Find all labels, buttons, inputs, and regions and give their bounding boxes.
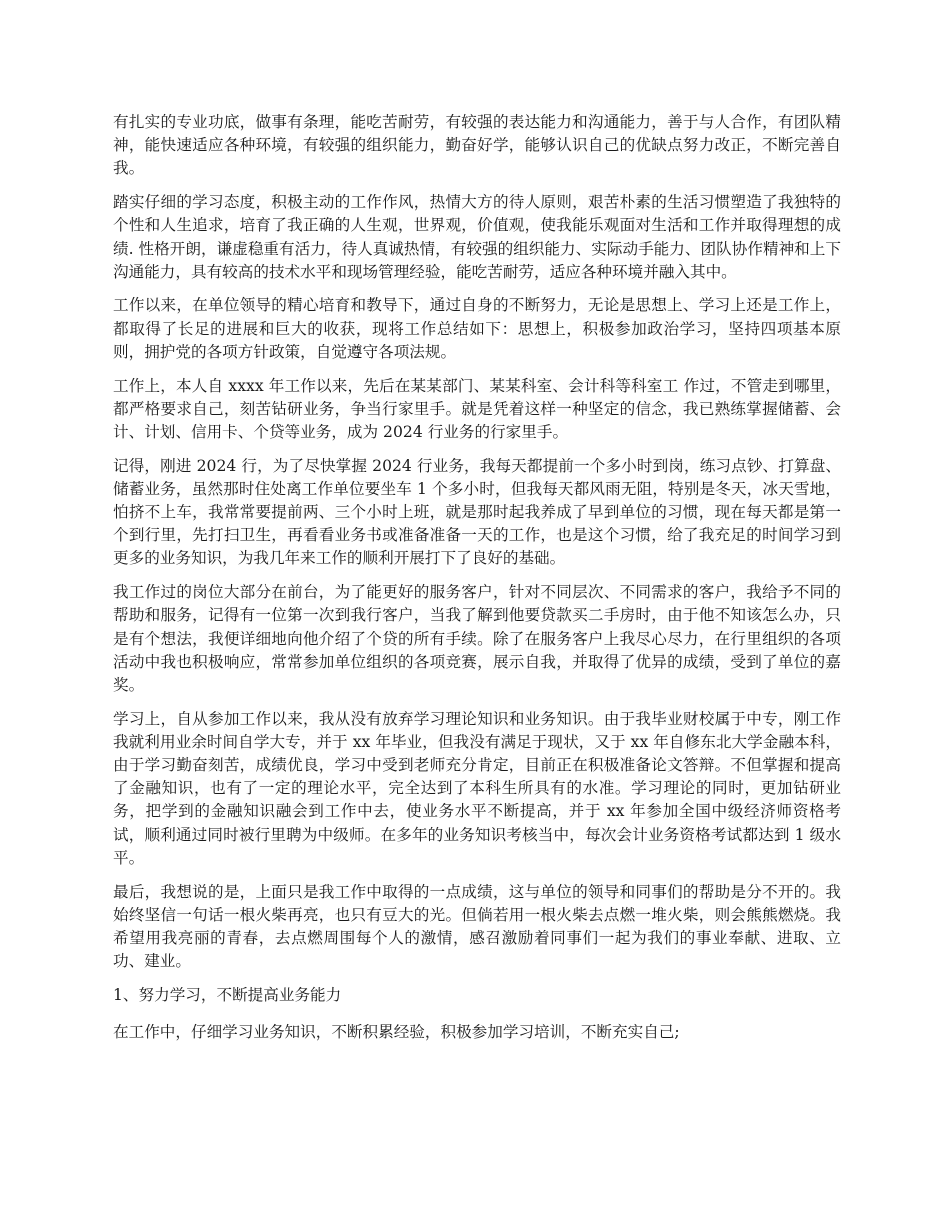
paragraph-section-body: 在工作中，仔细学习业务知识，不断积累经验，积极参加学习培训，不断充实自己;: [113, 1023, 680, 1042]
paragraph-early-days: 记得，刚进 2024 行，为了尽快掌握 2024 行业务，我每天都提前一个多小时到岗，练习点钞、打算盘、储蓄业务，虽然那时住处离工作单位要坐车 1 个多小时，但我每天都风雨无阻，特别是冬天，冰天雪地，怕挤不上车，我常常要提前两、三个小时上班，就是那时起我养成了早到单位的习惯，现在每天都是第一个到行里，先打扫卫生，再看看业务书或准备准备一天的工作，也是这个习惯，给了我充足的时间学习到更多的业务知识，为我几年来工作的顺利开展打下了良好的基础。: [113, 456, 841, 568]
paragraph-study: 学习上，自从参加工作以来，我从没有放弃学习理论知识和业务知识。由于我毕业财校属于中专，刚工作我就利用业余时间自学大专，并于 xx 年毕业，但我没有满足于现状，又于 xx 年自修东北大学金融本科，由于学习勤奋刻苦，成绩优良，学习中受到老师充分肯定，目前正在积极准备论文答辩。不但掌握和提高了金融知识，也有了一定的理论水平，完全达到了本科生所具有的水准。学习理论的同时，更加钻研业务，把学到的金融知识融会到工作中去，使业务水平不断提高，并于 xx 年参加全国中级经济师资格考试，顺利通过同时被行里聘为中级师。在多年的业务知识考核当中，每次会计业务资格考试都达到 1 级水平。: [113, 709, 841, 867]
paragraph-work-history: 工作上，本人自 xxxx 年工作以来，先后在某某部门、某某科室、会计科等科室工 作过，不管走到哪里，都严格要求自己，刻苦钻研业务，争当行家里手。就是凭着这样一种坚定的信念，我已熟练掌握储蓄、会计、计划、信用卡、个贷等业务，成为 2024 行业务的行家里手。: [113, 376, 841, 441]
paragraph-attitude: 踏实仔细的学习态度，积极主动的工作作风，热情大方的待人原则，艰苦朴素的生活习惯塑造了我独特的个性和人生追求，培育了我正确的人生观，世界观，价值观，使我能乐观面对生活和工作并取得理想的成绩. 性格开朗，谦虚稳重有活力，待人真诚热情，有较强的组织能力、实际动手能力、团队协作精神和上下沟通能力，具有较高的技术水平和现场管理经验，能吃苦耐劳，适应各种环境并融入其中。: [113, 193, 841, 281]
paragraph-skills: 有扎实的专业功底，做事有条理，能吃苦耐劳，有较强的表达能力和沟通能力，善于与人合作，有团队精神，能快速适应各种环境，有较强的组织能力，勤奋好学，能够认识自己的优缺点努力改正，不断完善自我。: [113, 113, 841, 178]
document-body: [113, 111, 841, 1055]
paragraph-work-summary: 工作以来，在单位领导的精心培育和教导下，通过自身的不断努力，无论是思想上、学习上还是工作上，都取得了长足的进展和巨大的收获，现将工作总结如下：思想上，积极参加政治学习，坚持四项基本原则，拥护党的各项方针政策，自觉遵守各项法规。: [113, 296, 841, 361]
section-heading: 1、努力学习，不断提高业务能力: [113, 985, 342, 1004]
paragraph-conclusion: 最后，我想说的是，上面只是我工作中取得的一点成绩，这与单位的领导和同事们的帮助是分不开的。我始终坚信一句话一根火柴再亮，也只有豆大的光。但倘若用一根火柴去点燃一堆火柴，则会熊熊燃烧。我希望用我亮丽的青春，去点燃周围每个人的激情，感召激励着同事们一起为我们的事业奉献、进取、立功、建业。: [113, 882, 841, 971]
paragraph-customer-service: 我工作过的岗位大部分在前台，为了能更好的服务客户，针对不同层次、不同需求的客户，我给予不同的帮助和服务，记得有一位第一次到我行客户，当我了解到他要贷款买二手房时，由于他不知该怎么办，只是有个想法，我便详细地向他介绍了个贷的所有手续。除了在服务客户上我尽心尽力，在行里组织的各项活动中我也积极响应，常常参加单位组织的各项竞赛，展示自我，并取得了优异的成绩，受到了单位的嘉奖。: [113, 583, 841, 694]
